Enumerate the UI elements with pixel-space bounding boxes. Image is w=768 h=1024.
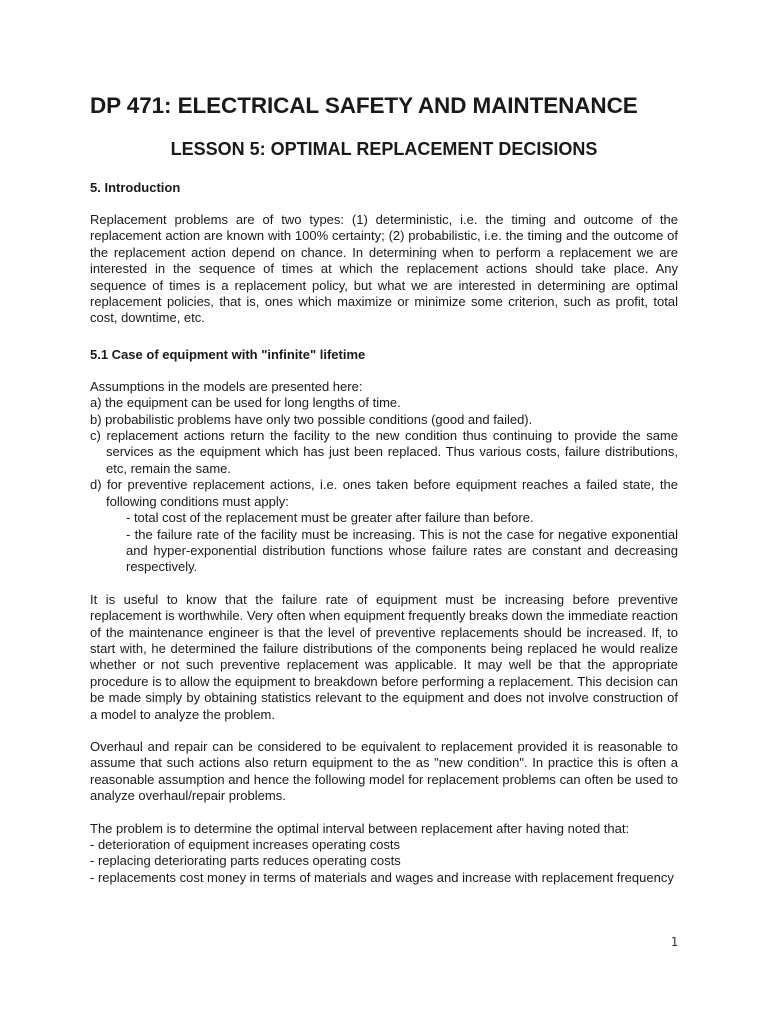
- introduction-paragraph: Replacement problems are of two types: (1) deterministic, i.e. the timing and outcome of the replacement action are known with 100% certainty; (2) probabilistic, i.e. the timing and the outcome of the replacement action depend on chance. In determining when to perform a replacement we are interested in the sequence of times at which the replacement actions should take place. Any sequence of times is a replacement policy, but what we are interested in determining are optimal replacement policies, that is, ones which maximize or minimize some criterion, such as profit, total cost, downtime, etc.: [90, 212, 678, 326]
- document-title: DP 471: ELECTRICAL SAFETY AND MAINTENANCE: [90, 93, 638, 118]
- page-number: 1: [670, 935, 678, 949]
- overhaul-paragraph: Overhaul and repair can be considered to be equivalent to replacement provided it is reasonable to assume that such actions also return equipment to the as "new condition". In practice this is often a reasonable assumption and hence the following model for replacement problems can often be used to analyze overhaul/repair problems.: [90, 738, 678, 804]
- assumptions-list: [90, 379, 678, 576]
- section-heading-introduction: 5. Introduction: [90, 180, 181, 195]
- condition-item-failure-rate: - the failure rate of the facility must be increasing. This is not the case for negative exponential and hyper-exponential distribution functions whose failure rates are constant and decreasing respectively.: [126, 526, 678, 575]
- assumption-item-b: b) probabilistic problems have only two possible conditions (good and failed).: [90, 411, 533, 427]
- assumption-item-a: a) the equipment can be used for long lengths of time.: [90, 395, 401, 411]
- failure-rate-paragraph: It is useful to know that the failure rate of equipment must be increasing before preventive replacement is worthwhile. Very often when equipment frequently breaks down the immediate reaction of the maintenance engineer is that the level of preventive replacements should be increased. If, to start with, he determined the failure distributions of the components being replaced he would realize whether or not such preventive replacement was applicable. It may well be that the appropriate procedure is to allow the equipment to breakdown before performing a replacement. This decision can be made simply by obtaining statistics relevant to the equipment and does not involve construction of a model to analyze the problem.: [90, 591, 678, 722]
- problem-point-deterioration: - deterioration of equipment increases operating costs: [90, 837, 401, 852]
- document-page: [90, 92, 678, 886]
- assumptions-intro: Assumptions in the models are presented here:: [90, 378, 363, 394]
- assumption-item-d: d) for preventive replacement actions, i.e. ones taken before equipment reaches a failed state, the following conditions must apply:: [90, 477, 678, 509]
- section-heading-infinite-lifetime: 5.1 Case of equipment with "infinite" lifetime: [90, 346, 366, 362]
- problem-intro: The problem is to determine the optimal interval between replacement after having noted that:: [90, 820, 630, 836]
- lesson-title: LESSON 5: OPTIMAL REPLACEMENT DECISIONS: [170, 139, 598, 159]
- problem-point-replacement-cost: - replacements cost money in terms of materials and wages and increase with replacement frequency: [90, 869, 674, 885]
- problem-point-replacing-parts: - replacing deteriorating parts reduces operating costs: [90, 853, 401, 869]
- assumption-item-c: c) replacement actions return the facility to the new condition thus continuing to provide the same services as the equipment which has just been replaced. Thus various costs, failure distributions, etc, remain the same.: [90, 428, 678, 476]
- problem-list: [90, 821, 678, 887]
- condition-item-cost: - total cost of the replacement must be greater after failure than before.: [126, 510, 534, 526]
